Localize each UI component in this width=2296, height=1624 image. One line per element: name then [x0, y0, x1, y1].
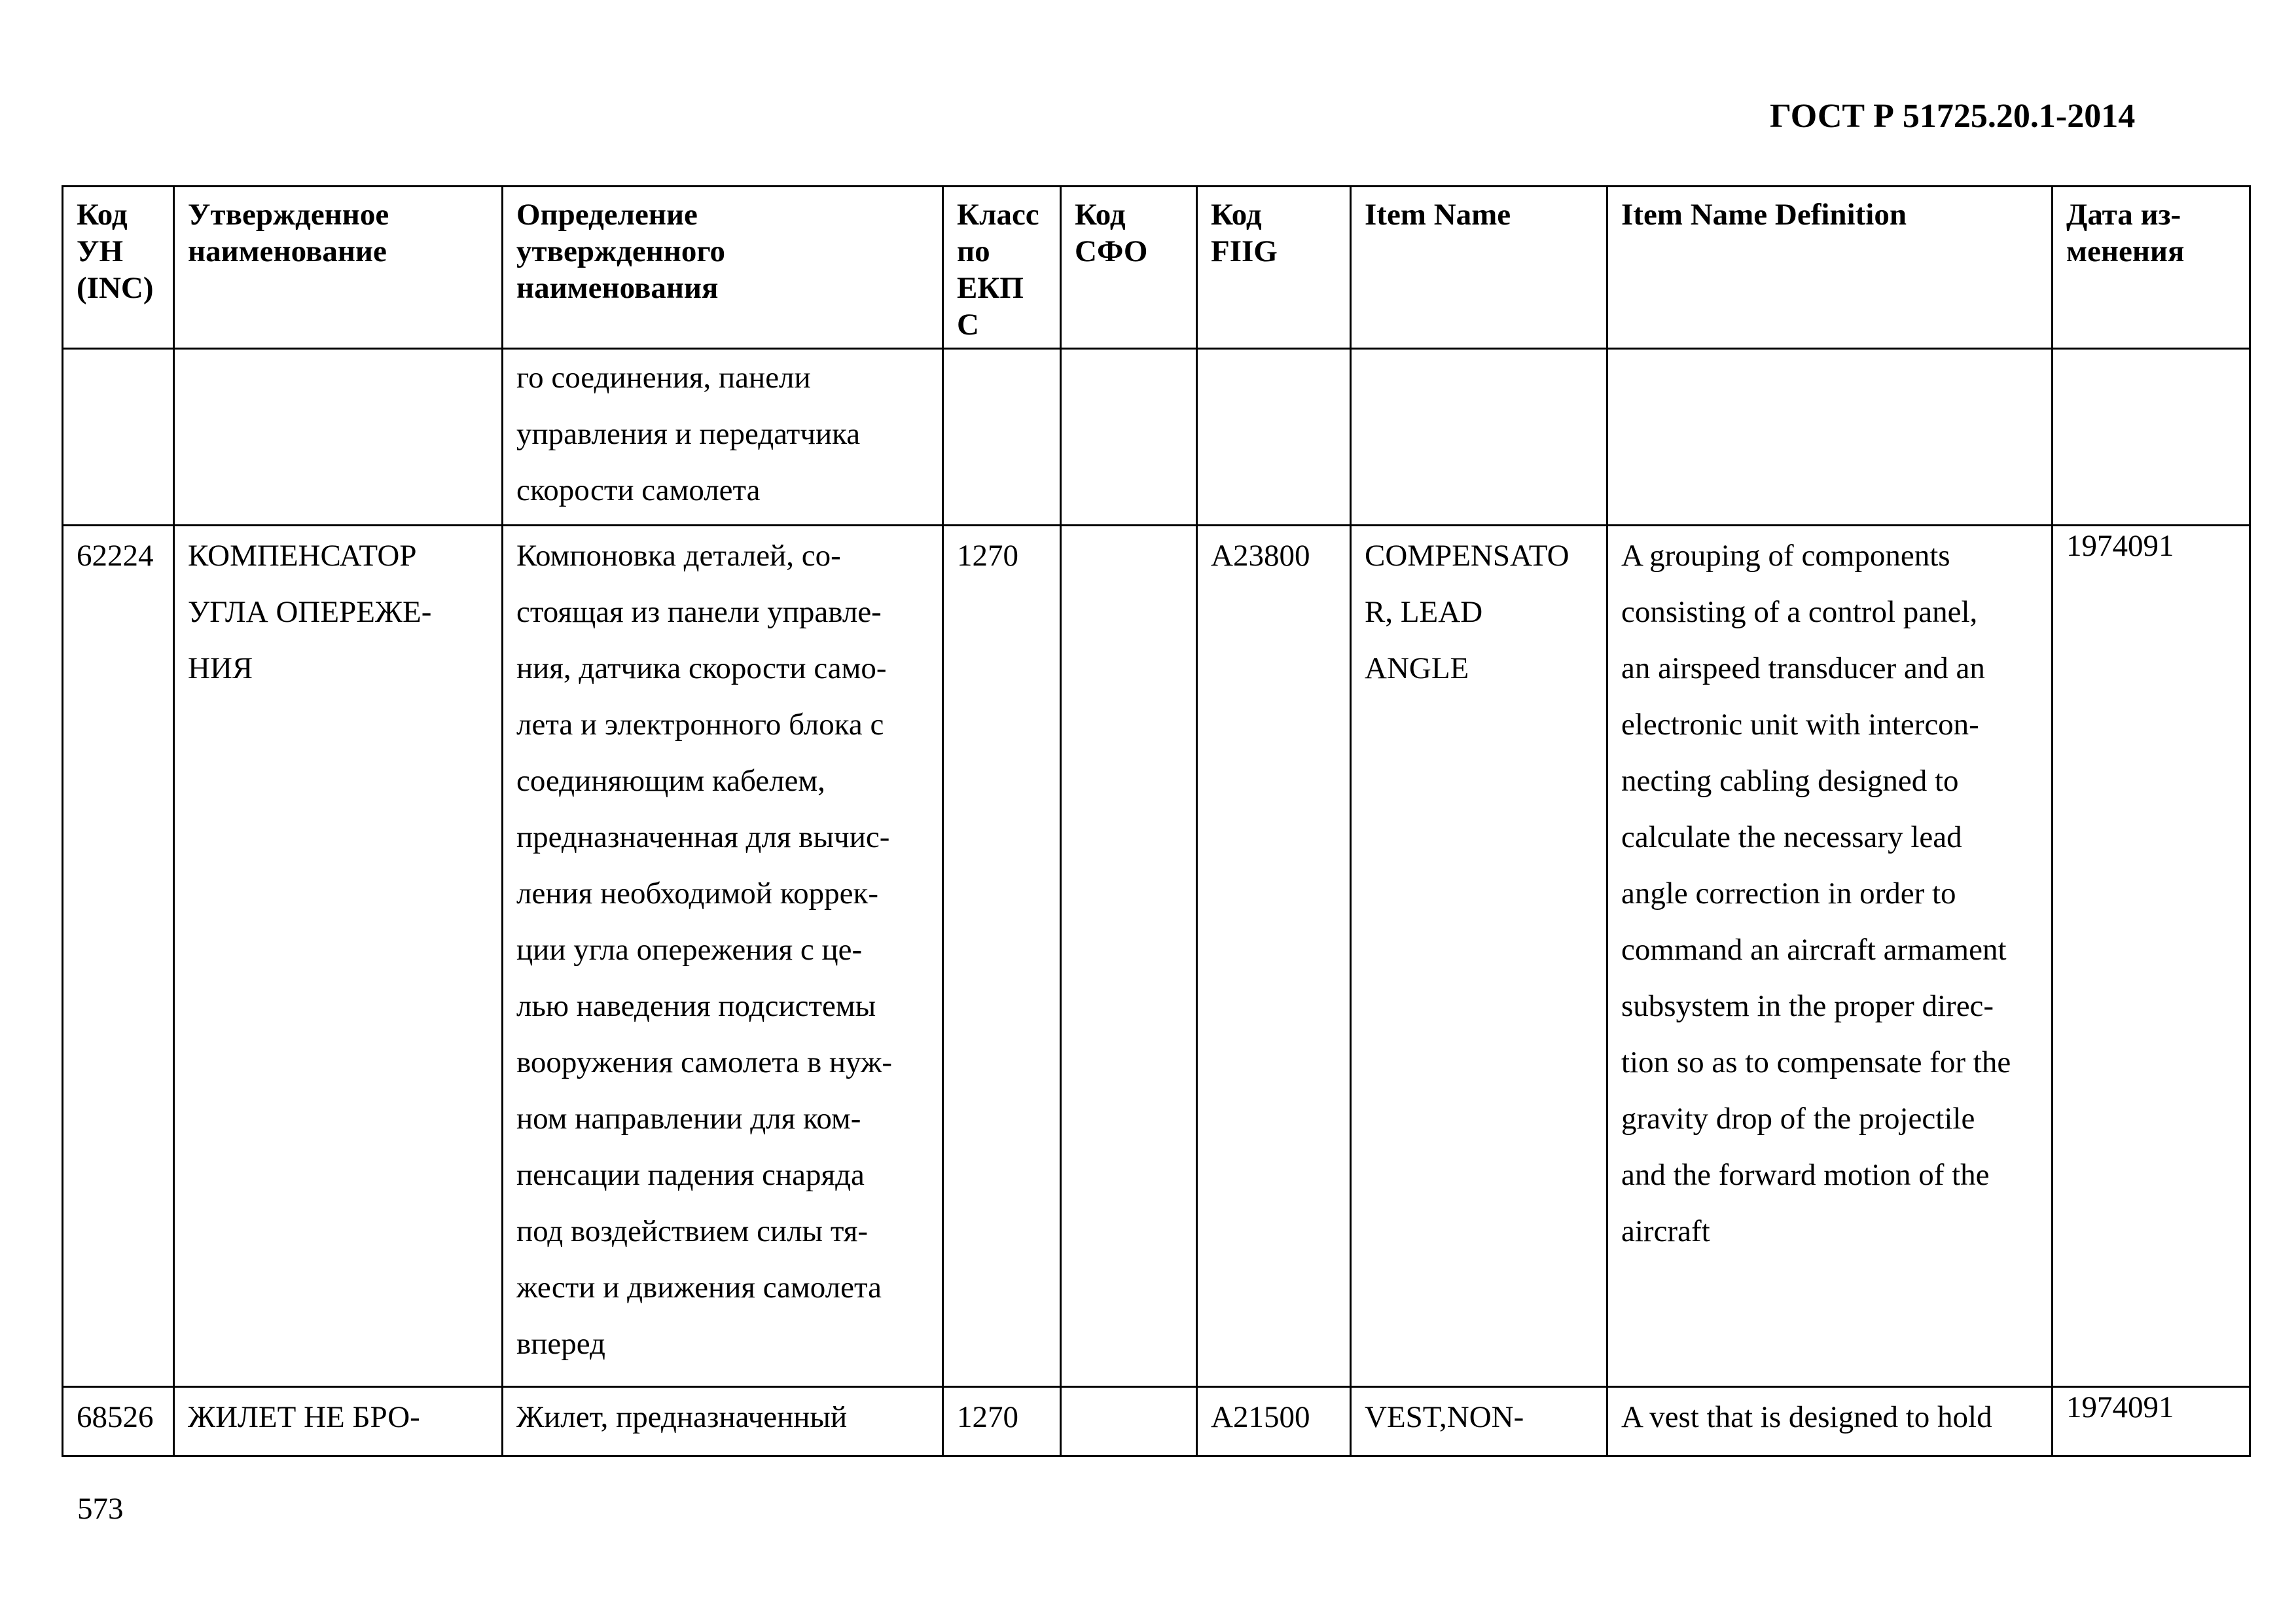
document-standard-number: ГОСТ Р 51725.20.1-2014 [1770, 98, 2136, 135]
cell-class: 1270 [943, 526, 1061, 1387]
header-sfo-code: Код СФО [1061, 187, 1197, 349]
cell-approved-name: ЖИЛЕТ НЕ БРО- [174, 1387, 503, 1456]
cell-item-name: COMPENSATO R, LEAD ANGLE [1351, 526, 1607, 1387]
cell-item-definition: A grouping of components consisting of a control panel, an airspeed transducer and an electronic unit with intercon- necting cabling designed to calculate the necessary lead angle correction in order to command an aircraft armament subsystem in the proper direc- tion so as to compensate for the gravity drop of the projectile and the forward motion of the aircraft [1607, 526, 2053, 1387]
header-inc-code: Код УН (INC) [63, 187, 174, 349]
cell-item-definition [1607, 349, 2053, 526]
cell-inc: 62224 [63, 526, 174, 1387]
header-item-name: Item Name [1351, 187, 1607, 349]
cell-class: 1270 [943, 1387, 1061, 1456]
cell-definition: го соединения, панели управления и передатчика скорости самолета [503, 349, 943, 526]
header-fiig-code: Код FIIG [1197, 187, 1351, 349]
cell-approved-name [174, 349, 503, 526]
cell-item-definition: A vest that is designed to hold [1607, 1387, 2053, 1456]
cell-class [943, 349, 1061, 526]
cell-fiig: A23800 [1197, 526, 1351, 1387]
table-row [63, 349, 2250, 526]
header-name-definition: Определение утвержденного наименования [503, 187, 943, 349]
cell-item-name: VEST,NON- [1351, 1387, 1607, 1456]
cell-date: 1974091 [2053, 526, 2250, 1387]
table-header-row [63, 187, 2250, 349]
cell-fiig [1197, 349, 1351, 526]
cell-definition: Компоновка деталей, со- стоящая из панели управле- ния, датчика скорости само- лета и электронного блока с соединяющим кабелем, предназначенная для вычис- ления необходимой коррек- ции угла опережения с це- лью наведения подсистемы вооружения самолета в нуж- ном направлении для ком- пенсации падения снаряда под воздействием силы тя- жести и движения самолета вперед [503, 526, 943, 1387]
header-change-date: Дата из- менения [2053, 187, 2250, 349]
table-row [63, 1387, 2250, 1456]
cell-item-name [1351, 349, 1607, 526]
cell-date [2053, 349, 2250, 526]
cell-inc: 68526 [63, 1387, 174, 1456]
header-approved-name: Утвержденное наименование [174, 187, 503, 349]
cell-date: 1974091 [2053, 1387, 2250, 1456]
cell-definition: Жилет, предназначенный [503, 1387, 943, 1456]
cell-inc [63, 349, 174, 526]
table-row [63, 526, 2250, 1387]
approved-names-table [62, 185, 2251, 1457]
page-number: 573 [77, 1492, 124, 1526]
header-item-name-definition: Item Name Definition [1607, 187, 2053, 349]
cell-sfo [1061, 349, 1197, 526]
cell-sfo [1061, 1387, 1197, 1456]
cell-fiig: A21500 [1197, 1387, 1351, 1456]
cell-sfo [1061, 526, 1197, 1387]
header-ekps-class: Класс по ЕКП С [943, 187, 1061, 349]
cell-approved-name: КОМПЕНСАТОР УГЛА ОПЕРЕЖЕ- НИЯ [174, 526, 503, 1387]
